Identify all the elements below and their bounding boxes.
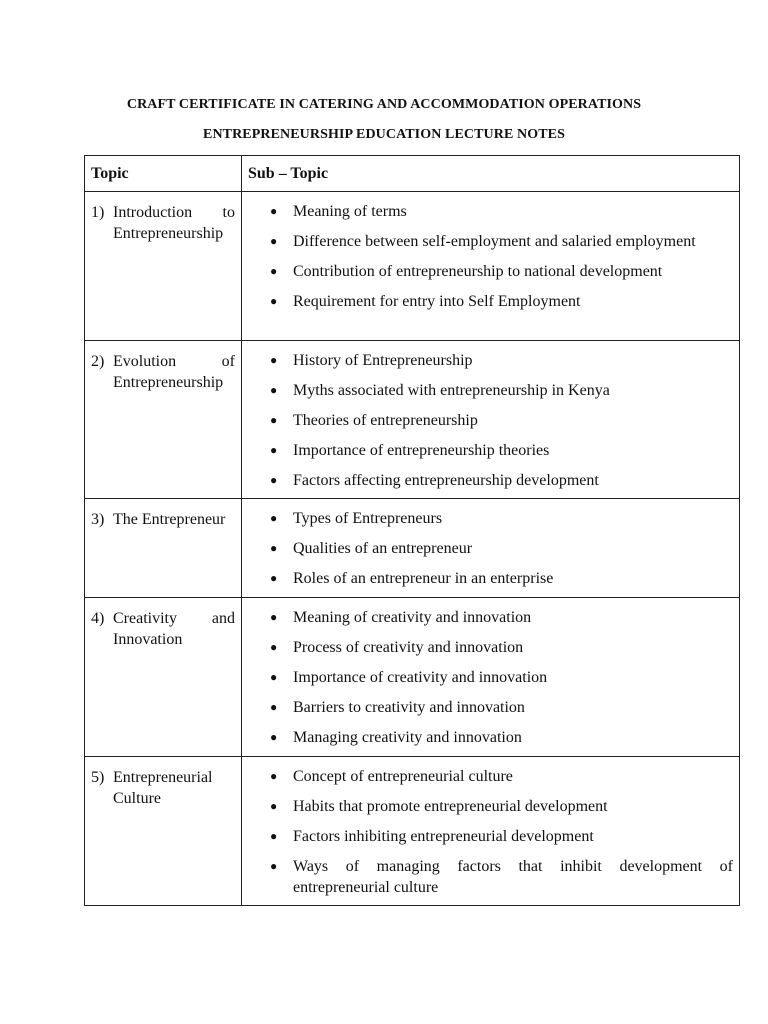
subtopic-text: Factors inhibiting entrepreneurial development bbox=[293, 828, 594, 845]
table-row bbox=[85, 192, 740, 341]
subtopic-cell bbox=[242, 757, 740, 906]
table-header-row bbox=[85, 156, 740, 192]
list-item bbox=[250, 291, 733, 312]
list-item bbox=[250, 410, 733, 431]
bullet-icon: ● bbox=[270, 511, 278, 525]
topic-entry bbox=[91, 509, 235, 530]
list-item bbox=[250, 826, 733, 847]
topic-number: 5) bbox=[91, 769, 105, 786]
subtopic-list bbox=[250, 350, 733, 491]
list-item bbox=[250, 727, 733, 748]
subtopic-list bbox=[250, 766, 733, 898]
topic-title: Creativity and Innovation bbox=[113, 610, 235, 648]
subtopic-text: Difference between self-employment and salaried employment bbox=[293, 233, 696, 250]
subtopic-text: Theories of entrepreneurship bbox=[293, 412, 478, 429]
topics-table bbox=[84, 155, 740, 906]
subtopic-text: Meaning of terms bbox=[293, 203, 407, 220]
bullet-icon: ● bbox=[270, 541, 278, 555]
topic-entry bbox=[91, 608, 235, 650]
table-row bbox=[85, 757, 740, 906]
subtopic-text: Habits that promote entrepreneurial development bbox=[293, 798, 608, 815]
topic-number: 2) bbox=[91, 353, 105, 370]
list-item bbox=[250, 568, 733, 589]
list-item bbox=[250, 637, 733, 658]
topic-cell bbox=[85, 598, 242, 757]
subtopic-text: Ways of managing factors that inhibit development of entrepreneurial culture bbox=[293, 858, 733, 896]
list-item bbox=[250, 261, 733, 282]
list-item bbox=[250, 508, 733, 529]
topic-entry bbox=[91, 351, 235, 393]
subtopic-cell bbox=[242, 341, 740, 499]
bullet-icon: ● bbox=[270, 204, 278, 218]
header-topic: Topic bbox=[85, 156, 242, 192]
bullet-icon: ● bbox=[270, 829, 278, 843]
subtopic-cell bbox=[242, 499, 740, 598]
list-item bbox=[250, 440, 733, 461]
list-item bbox=[250, 667, 733, 688]
list-item bbox=[250, 538, 733, 559]
list-item bbox=[250, 697, 733, 718]
subtopic-list bbox=[250, 201, 733, 312]
bullet-icon: ● bbox=[270, 264, 278, 278]
subtopic-text: Managing creativity and innovation bbox=[293, 729, 522, 746]
bullet-icon: ● bbox=[270, 383, 278, 397]
subtopic-text: Qualities of an entrepreneur bbox=[293, 540, 473, 557]
bullet-icon: ● bbox=[270, 294, 278, 308]
document-subtitle: ENTREPRENEURSHIP EDUCATION LECTURE NOTES bbox=[203, 127, 565, 142]
topic-title: Entrepreneurial Culture bbox=[113, 769, 213, 807]
subtopic-text: Concept of entrepreneurial culture bbox=[293, 768, 513, 785]
topic-cell bbox=[85, 341, 242, 499]
topic-number: 4) bbox=[91, 610, 105, 627]
topic-cell bbox=[85, 757, 242, 906]
list-item bbox=[250, 201, 733, 222]
subtopic-cell bbox=[242, 192, 740, 341]
topic-entry bbox=[91, 767, 235, 809]
table-row bbox=[85, 499, 740, 598]
topic-cell bbox=[85, 192, 242, 341]
subtopic-text: Barriers to creativity and innovation bbox=[293, 699, 525, 716]
list-item bbox=[250, 766, 733, 787]
table-row bbox=[85, 341, 740, 499]
list-item bbox=[250, 796, 733, 817]
topic-title: The Entrepreneur bbox=[113, 511, 226, 528]
subtopic-text: Importance of creativity and innovation bbox=[293, 669, 548, 686]
bullet-icon: ● bbox=[270, 640, 278, 654]
subtopic-list bbox=[250, 508, 733, 589]
bullet-icon: ● bbox=[270, 769, 278, 783]
subtopic-text: Requirement for entry into Self Employment bbox=[293, 293, 581, 310]
bullet-icon: ● bbox=[270, 443, 278, 457]
list-item bbox=[250, 470, 733, 491]
bullet-icon: ● bbox=[270, 353, 278, 367]
list-item bbox=[250, 856, 733, 898]
subtopic-text: Process of creativity and innovation bbox=[293, 639, 524, 656]
subtopic-text: History of Entrepreneurship bbox=[293, 352, 473, 369]
subtopic-text: Roles of an entrepreneur in an enterprise bbox=[293, 570, 554, 587]
bullet-icon: ● bbox=[270, 413, 278, 427]
subtopic-text: Meaning of creativity and innovation bbox=[293, 609, 532, 626]
subtopic-text: Myths associated with entrepreneurship in Kenya bbox=[293, 382, 610, 399]
topic-number: 1) bbox=[91, 204, 105, 221]
bullet-icon: ● bbox=[270, 799, 278, 813]
subtopic-text: Contribution of entrepreneurship to national development bbox=[293, 263, 663, 280]
header-subtopic: Sub – Topic bbox=[242, 156, 740, 192]
bullet-icon: ● bbox=[270, 610, 278, 624]
bullet-icon: ● bbox=[270, 859, 278, 873]
bullet-icon: ● bbox=[270, 571, 278, 585]
subtopic-text: Factors affecting entrepreneurship development bbox=[293, 472, 599, 489]
subtopic-list bbox=[250, 607, 733, 748]
list-item bbox=[250, 607, 733, 628]
bullet-icon: ● bbox=[270, 473, 278, 487]
bullet-icon: ● bbox=[270, 700, 278, 714]
bullet-icon: ● bbox=[270, 234, 278, 248]
subtopic-text: Importance of entrepreneurship theories bbox=[293, 442, 550, 459]
list-item bbox=[250, 380, 733, 401]
subtopic-text: Types of Entrepreneurs bbox=[293, 510, 443, 527]
topic-number: 3) bbox=[91, 511, 105, 528]
topic-cell bbox=[85, 499, 242, 598]
table-row bbox=[85, 598, 740, 757]
bullet-icon: ● bbox=[270, 730, 278, 744]
topic-entry bbox=[91, 202, 235, 244]
table-body bbox=[85, 192, 740, 906]
bullet-icon: ● bbox=[270, 670, 278, 684]
list-item bbox=[250, 231, 733, 252]
topic-title: Introduction to Entrepreneurship bbox=[113, 204, 235, 242]
document-title: CRAFT CERTIFICATE IN CATERING AND ACCOMMODATION OPERATIONS bbox=[126, 97, 642, 112]
topic-title: Evolution of Entrepreneurship bbox=[113, 353, 235, 391]
list-item bbox=[250, 350, 733, 371]
subtopic-cell bbox=[242, 598, 740, 757]
